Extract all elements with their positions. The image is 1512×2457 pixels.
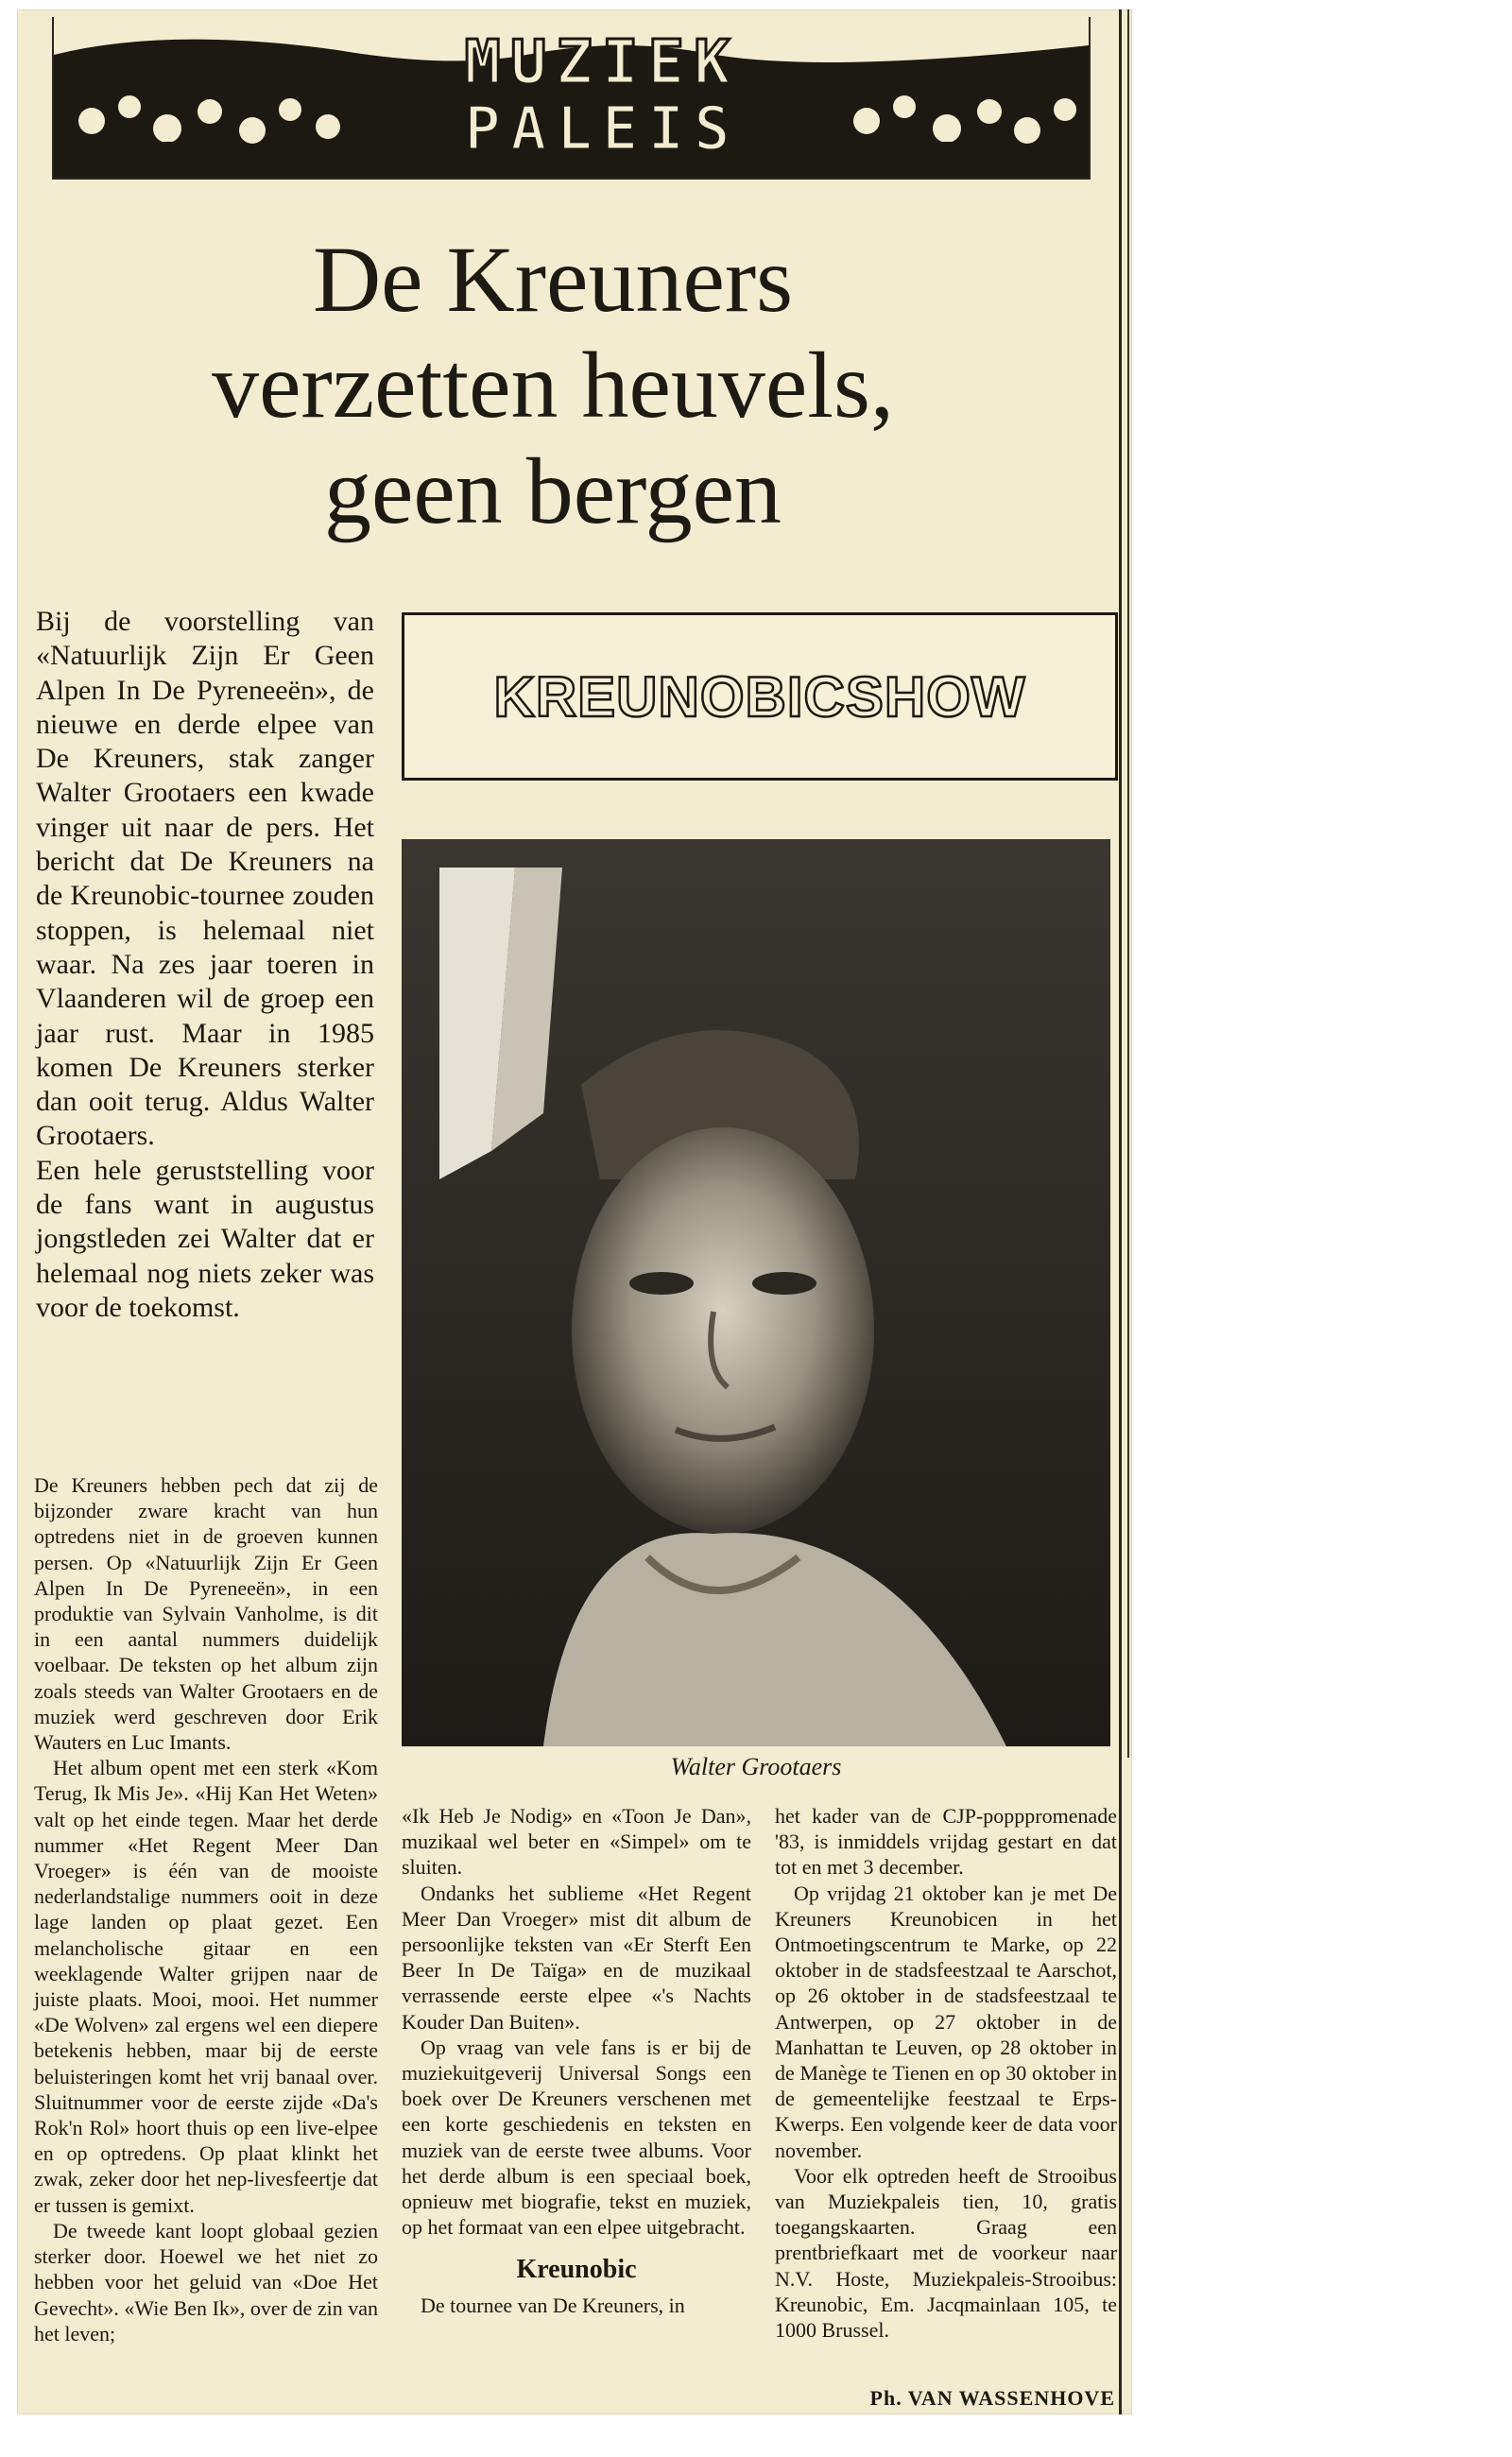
logo-line-1: MUZIEK	[464, 28, 740, 98]
intro-paragraph: Een hele geruststelling voor de fans want in augustus jongstleden zei Walter dat er helemaal nog niets zeker was voor de toekomst.	[36, 1154, 374, 1323]
body-paragraph: Het album opent met een sterk «Kom Terug, Ik Mis Je». «Hij Kan Het Weten» valt op het einde tegen. Maar het derde nummer «Het Regent Meer Dan Vroeger» is één van de mooiste nederlandstalige nummers ooit in deze lage landen op plaat gezet. Een melancholische gitaar en een weeklagende Walter grijpen naar de juiste plaats. Mooi, mooi. Het nummer «De Wolven» zal ergens wel een diepere betekenis hebben, maar bij de eerste beluisteringen komt het vrij banaal over. Sluitnummer voor de eerste zijde «Da's Rok'n Rol» hoort thuis op een live-elpee en op optredens. Op plaat klinkt het zwak, zeker door het nep-livesfeertje dat er tussen is gemixt.	[34, 1756, 378, 2217]
article-headline	[113, 227, 992, 544]
photo-caption: Walter Grootaers	[670, 1753, 842, 1780]
author-byline: Ph. VAN WASSENHOVE	[869, 2386, 1115, 2410]
portrait-photo-graphic	[402, 839, 1110, 1746]
headline-line-2: verzetten heuvels,	[212, 333, 894, 438]
body-paragraph: het kader van de CJP-popppromenade '83, is inmiddels vrijdag gestart en dat tot en met 3 december.	[775, 1804, 1117, 1880]
masthead	[52, 17, 1091, 180]
kreunobicshow-box	[402, 612, 1118, 781]
section-subhead: Kreunobic	[516, 2255, 637, 2285]
body-column-3	[775, 1803, 1117, 2343]
body-paragraph: De tweede kant loopt globaal gezien sterker door. Hoewel we het niet zo hebben voor het geluid van «Doe Het Gevecht». «Wie Ben Ik», over de zin van het leven;	[34, 2218, 378, 2345]
body-column-1	[34, 1472, 378, 2346]
body-paragraph: Op vraag van vele fans is er bij de muziekuitgeverij Universal Songs een boek over De Kreuners verschenen met een korte geschiedenis en teksten en muziek van de eerste twee albums. Voor het derde album is een speciaal boek, opnieuw met biografie, tekst en muziek, op het formaat van een elpee uitgebracht.	[402, 2035, 751, 2240]
body-paragraph: Op vrijdag 21 oktober kan je met De Kreuners Kreunobicen in het Ontmoetingscentrum te Marke, op 22 oktober in de stadsfeestzaal te Aarschot, op 26 oktober in de stadsfeestzaal te Antwerpen, op 27 oktober in de Manhattan te Leuven, op 28 oktober in de Manège te Tienen en op 30 oktober in de gemeentelijke feestzaal te Erps-Kwerps. Een volgende keer de data voor november.	[775, 1881, 1117, 2162]
logo-line-2: PALEIS	[464, 94, 740, 164]
body-paragraph: «Ik Heb Je Nodig» en «Toon Je Dan», muzikaal wel beter en «Simpel» om te sluiten.	[402, 1804, 751, 1880]
body-column-2	[402, 1803, 751, 2318]
body-paragraph: De tournee van De Kreuners, in	[421, 2293, 685, 2317]
intro-column	[36, 605, 374, 1325]
portrait-photo	[402, 839, 1110, 1746]
intro-paragraph: Bij de voorstelling van «Natuurlijk Zijn Er Geen Alpen In De Pyreneeën», de nieuwe en derde elpee van De Kreuners, stak zanger Walter Grootaers een kwade vinger uit naar de pers. Het bericht dat De Kreuners na de Kreunobic-tournee zouden stoppen, is helemaal niet waar. Na zes jaar toeren in Vlaanderen wil de groep een jaar rust. Maar in 1985 komen De Kreuners sterker dan ooit terug. Aldus Walter Grootaers.	[36, 606, 374, 1152]
clipping-edge	[1119, 9, 1122, 2414]
body-paragraph: Ondanks het sublieme «Het Regent Meer Dan Vroeger» mist dit album de persoonlijke teksten van «Er Sterft Een Beer In De Taïga» en de muzikaal verrassende eerste elpee «'s Nachts Kouder Dan Buiten».	[402, 1881, 751, 2034]
body-paragraph: De Kreuners hebben pech dat zij de bijzonder zware kracht van hun optredens niet in de groeven kunnen persen. Op «Natuurlijk Zijn Er Geen Alpen In De Pyreneeën», in een produktie van Sylvain Vanholme, is dit in een aantal nummers duidelijk voelbaar. De teksten op het album zijn zoals steeds van Walter Grootaers en de muziek werd geschreven door Erik Wauters en Luc Imants.	[34, 1473, 378, 1755]
headline-line-3: geen bergen	[323, 438, 782, 543]
clipping-edge-shadow	[1127, 9, 1129, 1758]
kreunobicshow-title: KREUNOBICSHOW	[493, 664, 1026, 729]
headline-line-1: De Kreuners	[312, 227, 794, 332]
muziekpaleis-logo	[356, 30, 848, 172]
body-paragraph: Voor elk optreden heeft de Strooibus van Muziekpaleis tien, 10, gratis toegangskaarten. Graag een prentbriefkaart met de voorkeur naar N.V. Hoste, Muziekpaleis-Strooibus: Kreunobic, Em. Jacqmainlaan 105, te 1000 Brussel.	[775, 2163, 1117, 2343]
